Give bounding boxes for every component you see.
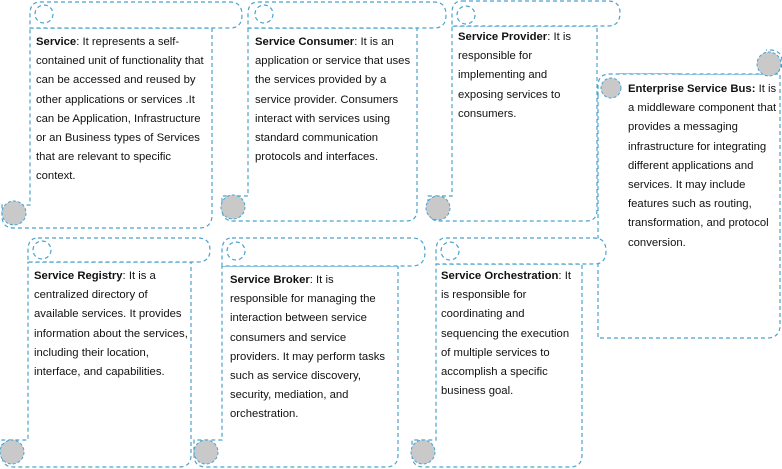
card-description: It is responsible for implementing and exposing services to consumers. [458, 31, 572, 120]
card-term: Service Registry [34, 270, 123, 282]
card-description: It is a middleware component that provides a messaging infrastructure for integrating different applications and services. It may include features such as routing, transformation, and protocol conversion. [628, 83, 777, 249]
card-service-provider: Service Provider: It is responsible for implementing and exposing services to consumers. [458, 31, 572, 120]
card-enterprise-service-bus [628, 80, 778, 308]
card-term: Enterprise Service Bus: [628, 83, 756, 95]
card-term: Service Broker [230, 274, 310, 286]
card-description: It represents a self-contained unit of functionality that can be accessed and reused by other applications or services .It can be Application, Infrastructure or an Business types of Services that are relevant to specific context. [36, 36, 204, 183]
card-term: Service Consumer [255, 36, 355, 48]
card-term: Service Orchestration [441, 270, 559, 282]
card-service-registry: Service Registry: It is a centralized directory of available services. It provides information about the services, including their location, interface, and capabilities. [34, 270, 188, 379]
card-description: It is a centralized directory of available services. It provides information about the services, including their location, interface, and capabilities. [34, 270, 188, 379]
card-description: It is responsible for coordinating and sequencing the execution of multiple services to accomplish a specific business goal. [441, 270, 571, 398]
card-description: It is responsible for managing the interaction between service consumers and service providers. It may perform tasks such as service discovery, security, mediation, and orchestration. [230, 274, 386, 421]
card-service: Service: It represents a self-contained unit of functionality that can be accessed and reused by other applications or services .It can be Application, Infrastructure or an Business types of Services that are relevant to specific context. [36, 36, 204, 183]
card-term: Service [36, 36, 77, 48]
card-service-consumer: Service Consumer: It is an application or service that uses the services provided by a service provider. Consumers interact with services using standard communication protocols and interfaces. [255, 36, 411, 164]
card-term: Service Provider [458, 31, 548, 43]
card-description: It is an application or service that uses the services provided by a service provider. Consumers interact with services using standard communication protocols and interfaces. [255, 36, 411, 164]
card-service-broker: Service Broker: It is responsible for managing the interaction between service consumers and service providers. It may perform tasks such as service discovery, security, mediation, and orchestration. [230, 274, 386, 421]
card-service-orchestration: Service Orchestration: It is responsible for coordinating and sequencing the execution of multiple services to accomplish a specific business goal. [441, 270, 571, 398]
